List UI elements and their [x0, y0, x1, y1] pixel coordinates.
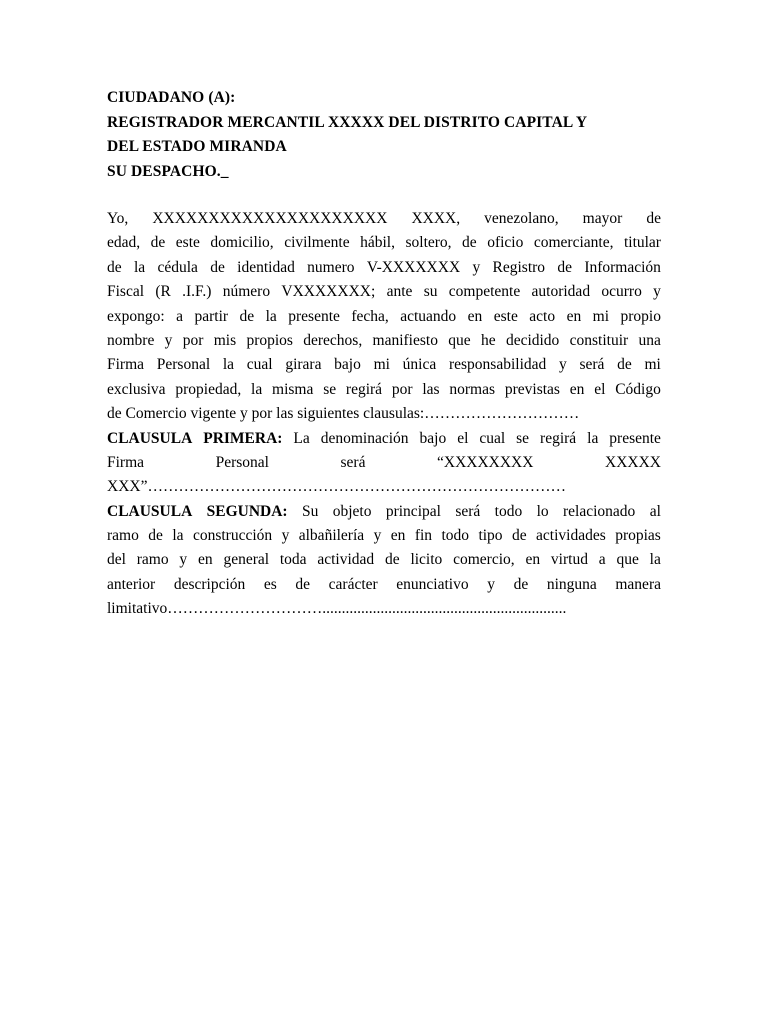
- paragraph-line: [107, 573, 661, 597]
- clause-word: “XXXXXXXX: [437, 453, 534, 471]
- word: propiedad,: [175, 380, 242, 398]
- word: descripción: [173, 575, 246, 593]
- word: identidad: [237, 258, 295, 276]
- word: autoridad: [531, 283, 591, 301]
- word: de: [557, 258, 572, 276]
- word: la: [649, 551, 661, 569]
- word: nombre: [107, 331, 155, 349]
- word: derechos,: [303, 331, 363, 349]
- word: de: [617, 356, 632, 374]
- header-line-1: CIUDADANO (A):: [107, 89, 236, 106]
- word: Registro: [492, 258, 546, 276]
- word: manera: [615, 575, 661, 593]
- word: comercio,: [453, 551, 515, 569]
- clause-title-word: CLAUSULA: [107, 429, 193, 447]
- word: expongo:: [107, 307, 165, 325]
- word: Firma: [107, 356, 145, 374]
- word: la: [172, 527, 184, 545]
- word: las: [422, 380, 440, 398]
- word: será: [579, 356, 605, 374]
- clause-2-line-1: [107, 500, 661, 524]
- word: fin: [414, 527, 433, 545]
- word: denominación: [320, 429, 409, 447]
- word: bajo: [334, 356, 361, 374]
- paragraph-line: [107, 378, 661, 402]
- word: una: [638, 331, 661, 349]
- word: ramo: [136, 551, 169, 569]
- word: licito: [410, 551, 443, 569]
- word: y: [179, 551, 188, 569]
- word: previstas: [504, 380, 560, 398]
- word: en: [566, 307, 582, 325]
- word: virtud: [550, 551, 588, 569]
- paragraph-line: [107, 305, 661, 329]
- paragraph-line: [107, 207, 661, 231]
- word: presente: [288, 307, 340, 325]
- word: relacionado: [563, 502, 636, 520]
- word: propio: [620, 307, 661, 325]
- word: titular: [623, 234, 661, 252]
- word: será: [455, 502, 481, 520]
- word: construcción: [192, 527, 273, 545]
- word: este: [493, 307, 518, 325]
- word: regirá: [540, 429, 577, 447]
- word: soltero,: [405, 234, 452, 252]
- word: bajo: [419, 429, 447, 447]
- word: de: [239, 307, 255, 325]
- word: todo: [441, 527, 470, 545]
- word: (R: [155, 283, 171, 301]
- paragraph-line: [107, 353, 661, 377]
- word: manifiesto: [372, 331, 438, 349]
- word: a: [176, 307, 184, 325]
- word: de: [295, 575, 311, 593]
- word: comerciante,: [533, 234, 614, 252]
- word: de: [210, 258, 225, 276]
- paragraph-line: [107, 231, 661, 255]
- word: en: [197, 551, 213, 569]
- word: actividades: [536, 527, 606, 545]
- clause-title-word: CLAUSULA: [107, 502, 193, 520]
- word: Personal: [156, 356, 211, 374]
- word: que: [448, 331, 471, 349]
- word: actividad: [317, 551, 375, 569]
- paragraph-line: [107, 548, 661, 572]
- word: este: [175, 234, 200, 252]
- word: general: [223, 551, 270, 569]
- word: albañilería: [298, 527, 365, 545]
- word: VXXXXXXX;: [281, 283, 376, 301]
- clause-word: Firma: [107, 453, 145, 471]
- word: domicilio,: [210, 234, 274, 252]
- word: la: [265, 307, 277, 325]
- word: número: [222, 283, 271, 301]
- word: su: [423, 283, 438, 301]
- word: por: [182, 331, 204, 349]
- word: objeto: [332, 502, 372, 520]
- word: en: [390, 527, 406, 545]
- word: normas: [449, 380, 496, 398]
- word: V-XXXXXXX: [366, 258, 461, 276]
- word: el: [594, 380, 606, 398]
- word: La: [293, 429, 310, 447]
- word: toda: [279, 551, 307, 569]
- word: de: [150, 234, 166, 252]
- word: cédula: [157, 258, 198, 276]
- word: la: [133, 258, 146, 276]
- word: XXXXXXXXXXXXXXXXXXXXX: [152, 210, 388, 227]
- word: Su: [301, 502, 319, 520]
- word: y: [373, 527, 382, 545]
- header-line-2: REGISTRADOR MERCANTIL XXXXX DEL DISTRITO CAPITAL Y: [107, 113, 588, 131]
- paragraph-line: [107, 256, 661, 280]
- word: se: [516, 429, 530, 447]
- word: Yo,: [107, 210, 129, 227]
- word: mis: [213, 331, 237, 349]
- word: decidido: [505, 331, 560, 349]
- word: Información: [584, 258, 661, 276]
- word: ramo: [107, 527, 139, 545]
- word: la: [587, 429, 599, 447]
- word: de: [384, 551, 400, 569]
- word: actuando: [400, 307, 457, 325]
- word: y: [487, 575, 495, 593]
- clause-1-line-1: [107, 427, 661, 451]
- paragraph-line: [107, 597, 661, 621]
- clause-1-line-3: [107, 475, 661, 499]
- word: constituir: [569, 331, 629, 349]
- word: tipo: [478, 527, 503, 545]
- word: la: [222, 356, 235, 374]
- word: girara: [285, 356, 322, 374]
- word: cual: [479, 429, 506, 447]
- word: competente: [448, 283, 521, 301]
- word: única: [402, 356, 437, 374]
- word: en: [569, 380, 585, 398]
- clause-title-word: SEGUNDA:: [206, 502, 288, 520]
- word: presente: [609, 429, 661, 447]
- word: todo: [494, 502, 523, 520]
- paragraph-line: [107, 329, 661, 353]
- clause-title-word: PRIMERA:: [203, 429, 283, 447]
- word: venezolano,: [484, 210, 559, 227]
- word: acto: [529, 307, 556, 325]
- word: propios: [246, 331, 293, 349]
- word: mi: [592, 307, 610, 325]
- word: edad,: [107, 234, 141, 252]
- word: y: [653, 283, 661, 301]
- word: cual: [246, 356, 273, 374]
- header-line-4: SU DESPACHO._: [107, 162, 229, 180]
- word: exclusiva: [107, 380, 166, 398]
- clause-word: XXXXX: [605, 453, 661, 471]
- word: misma: [272, 380, 314, 398]
- word: por: [391, 380, 413, 398]
- paragraph-line: [107, 280, 661, 304]
- word: del: [107, 551, 126, 569]
- word: anterior: [107, 575, 156, 593]
- word: enunciativo: [396, 575, 469, 593]
- word: civilmente: [284, 234, 350, 252]
- word: se: [323, 380, 337, 398]
- paragraph-line-text: de Comercio vigente y por las siguientes clausulas:…………………………: [107, 405, 580, 423]
- word: propias: [615, 527, 661, 545]
- word: responsabilidad: [448, 356, 547, 374]
- word: ocurro: [601, 283, 642, 301]
- word: hábil,: [360, 234, 395, 252]
- word: .I.F.): [182, 283, 212, 301]
- word: Fiscal: [107, 283, 145, 301]
- clause-word: será: [340, 453, 366, 471]
- document-body: [107, 207, 661, 622]
- word: y: [558, 356, 567, 374]
- word: principal: [385, 502, 441, 520]
- addressee-header: [107, 86, 667, 184]
- word: de: [107, 258, 122, 276]
- word: y: [472, 258, 481, 276]
- word: ninguna: [546, 575, 597, 593]
- word: a: [598, 551, 606, 569]
- word: y: [281, 527, 290, 545]
- word: el: [457, 429, 469, 447]
- word: de: [646, 210, 661, 227]
- word: mi: [644, 356, 661, 374]
- word: que: [616, 551, 639, 569]
- word: es: [263, 575, 277, 593]
- word: fecha,: [351, 307, 389, 325]
- word: lo: [536, 502, 549, 520]
- header-line-3: DEL ESTADO MIRANDA: [107, 138, 287, 155]
- word: XXXX,: [411, 210, 461, 227]
- word: en: [467, 307, 483, 325]
- word: de: [148, 527, 163, 545]
- word: de: [511, 527, 527, 545]
- word: y: [164, 331, 173, 349]
- paragraph-line: [107, 402, 661, 426]
- clause-line-text: XXX”………………………………………………………………………: [107, 478, 566, 496]
- clause-1-line-2: [107, 451, 661, 475]
- word: mayor: [582, 210, 623, 227]
- word: numero: [307, 258, 355, 276]
- word: ante: [386, 283, 413, 301]
- word: al: [649, 502, 661, 520]
- word: oficio: [487, 234, 524, 252]
- paragraph-line: [107, 524, 661, 548]
- word: regirá: [345, 380, 383, 398]
- word: Código: [615, 380, 661, 398]
- word: en: [525, 551, 541, 569]
- word: he: [480, 331, 496, 349]
- word: de: [513, 575, 529, 593]
- clause-word: Personal: [215, 453, 269, 471]
- word: mi: [373, 356, 390, 374]
- paragraph-line-text: limitativo…………………………...............................................................: [107, 600, 567, 618]
- word: partir: [194, 307, 229, 325]
- word: la: [251, 380, 263, 398]
- word: de: [462, 234, 477, 252]
- word: carácter: [328, 575, 378, 593]
